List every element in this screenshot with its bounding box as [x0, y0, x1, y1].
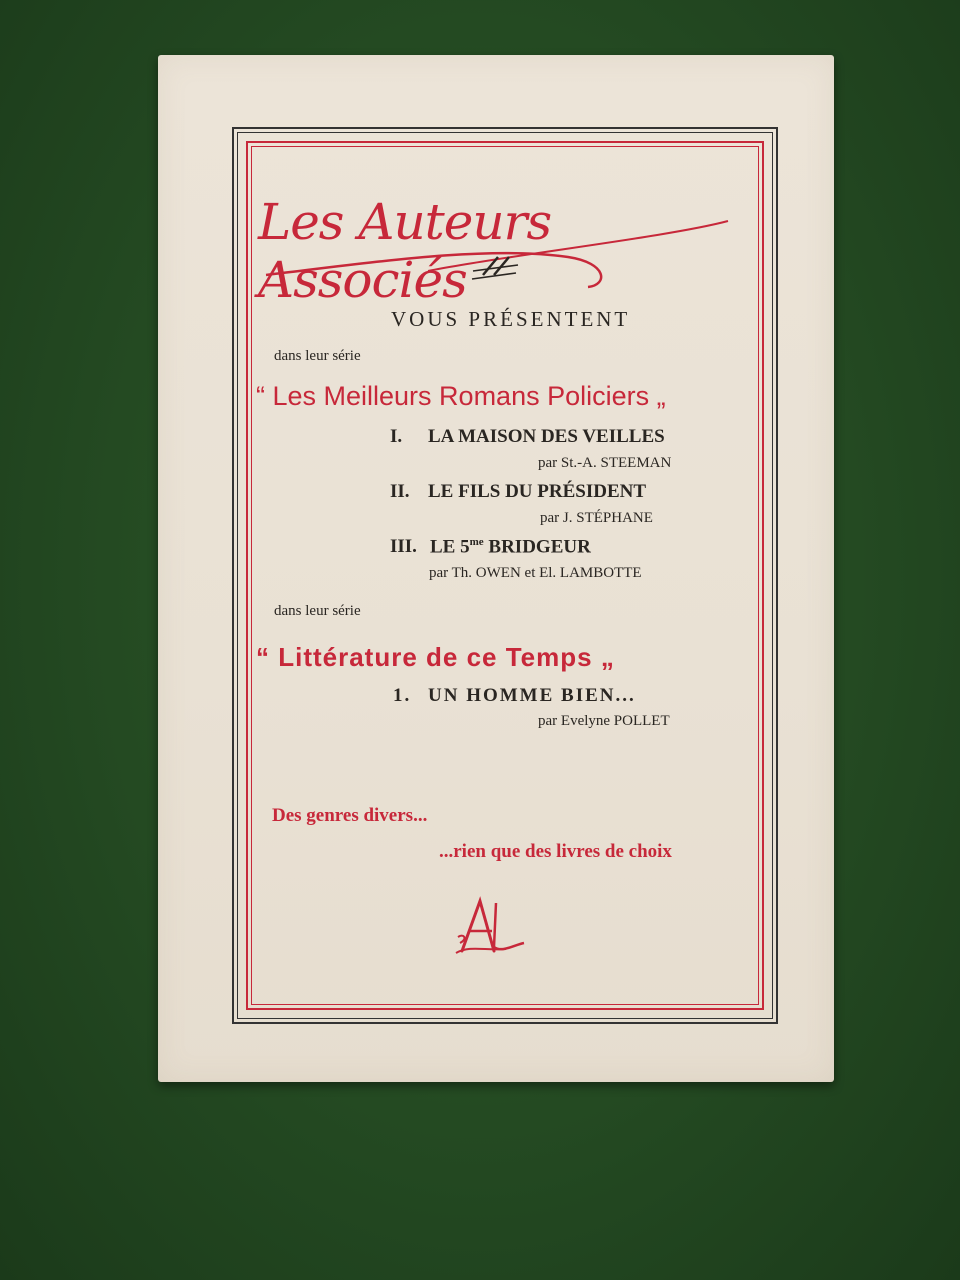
- publisher-logo: [248, 175, 748, 309]
- series-2-intro: dans leur série: [274, 603, 361, 619]
- book-author: par J. STÉPHANE: [540, 510, 653, 526]
- book-title: LA MAISON DES VEILLES: [428, 426, 665, 447]
- series-2-title: “ Littérature de ce Temps „: [256, 642, 615, 672]
- book-title: UN HOMME BIEN...: [428, 685, 636, 706]
- series-1-intro: dans leur série: [274, 348, 361, 364]
- intro-heading: VOUS PRÉSENTENT: [391, 307, 631, 331]
- book-number: III.: [390, 536, 417, 557]
- book-back-cover: [158, 55, 834, 1082]
- book-title: LE $5^{me}$ BRIDGEUR: [430, 536, 591, 558]
- book-title: LE FILS DU PRÉSIDENT: [428, 481, 647, 502]
- publisher-logo-text: Les Auteurs Associés: [258, 193, 552, 309]
- tagline-2: ...rien que des livres de choix: [439, 841, 672, 862]
- book-author: par St.-A. STEEMAN: [538, 455, 672, 471]
- logo-flourish-icon: [248, 175, 748, 305]
- book-number: II.: [390, 481, 410, 502]
- book-number: 1.: [393, 685, 412, 706]
- tagline-1: Des genres divers...: [272, 805, 428, 826]
- al-monogram-icon: [450, 893, 540, 963]
- series-1-title: “ Les Meilleurs Romans Policiers „: [256, 381, 666, 411]
- book-number: I.: [390, 426, 403, 447]
- book-author: par Evelyne POLLET: [538, 713, 670, 729]
- book-author: par Th. OWEN et El. LAMBOTTE: [429, 565, 642, 581]
